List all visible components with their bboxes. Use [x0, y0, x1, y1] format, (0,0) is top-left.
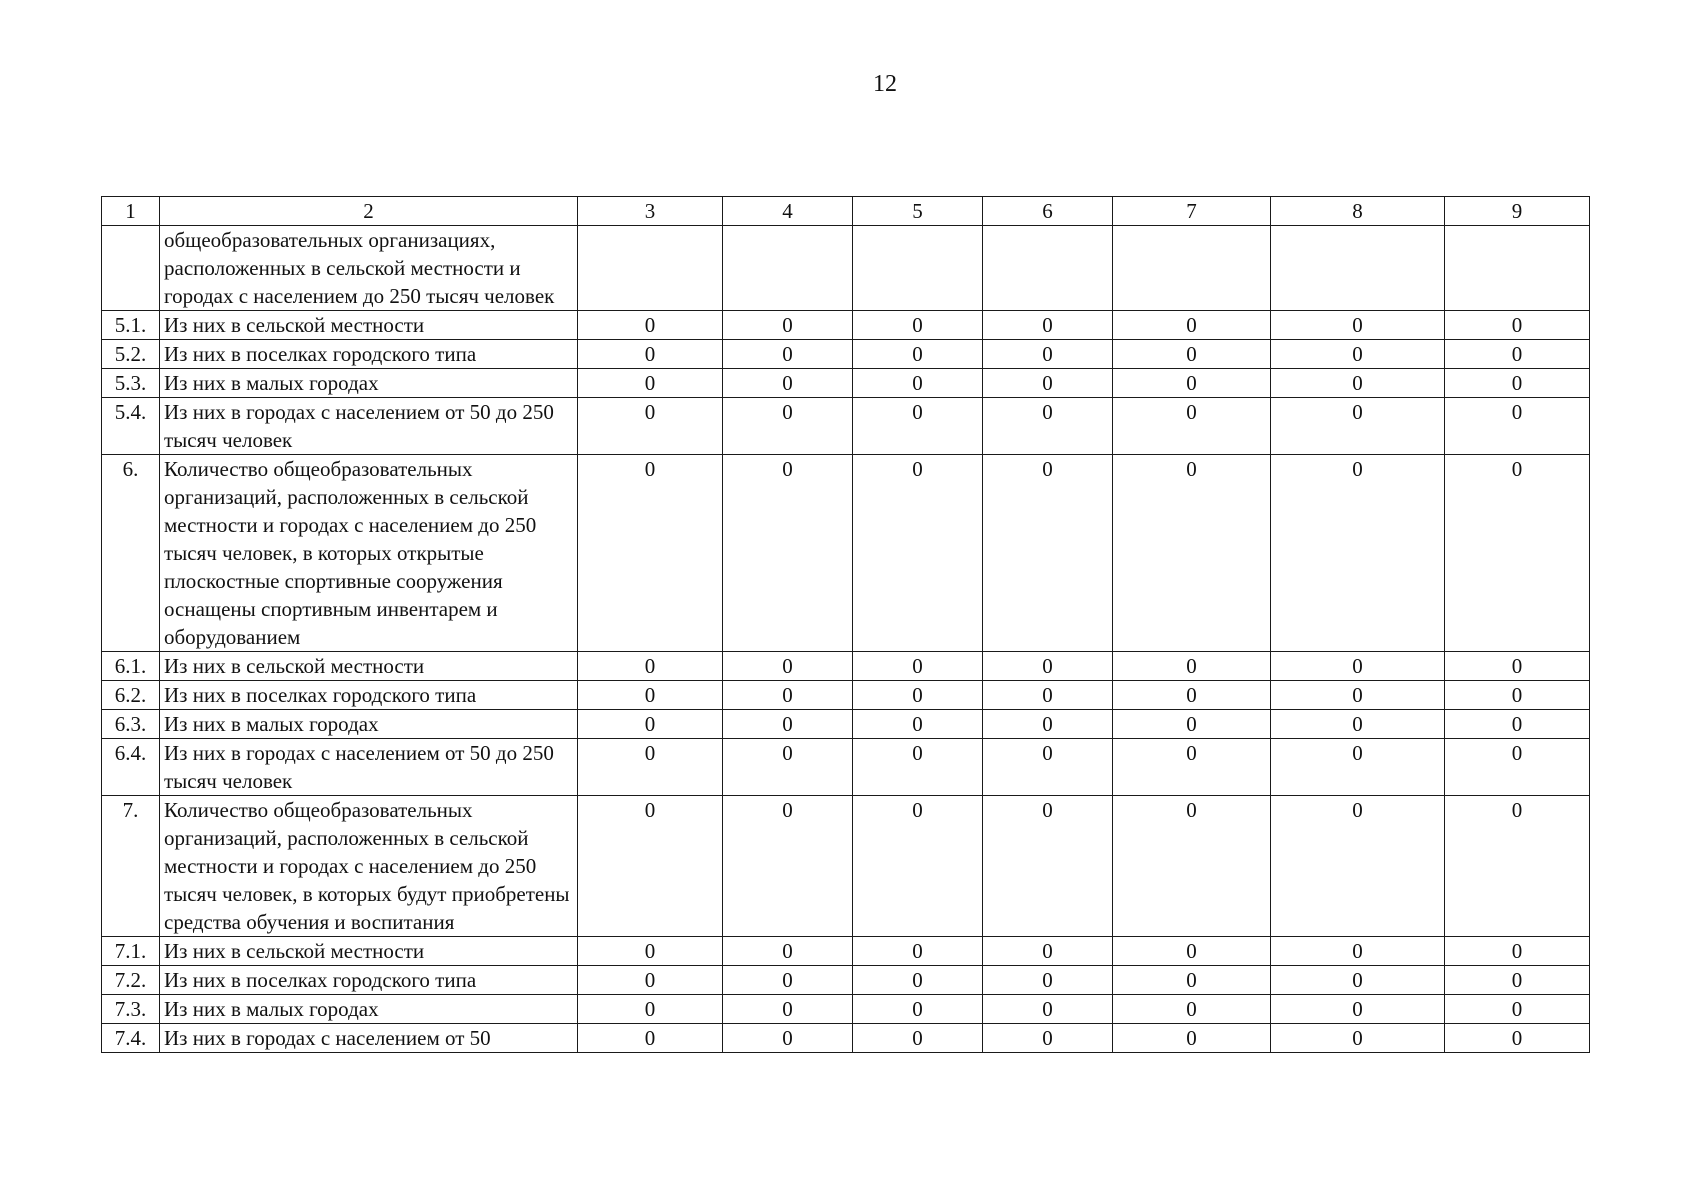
- cell-value: 0: [853, 681, 983, 710]
- cell-value: 0: [1445, 937, 1590, 966]
- table-row: [102, 796, 1590, 937]
- cell-value: 0: [853, 739, 983, 796]
- cell-value: 0: [1271, 311, 1445, 340]
- cell-value: 0: [1271, 681, 1445, 710]
- cell-value: 0: [723, 455, 853, 652]
- cell-value: 0: [983, 1024, 1113, 1053]
- cell-value: 0: [1445, 369, 1590, 398]
- cell-value: 0: [578, 455, 723, 652]
- table-row: [102, 369, 1590, 398]
- row-number: 5.3.: [102, 369, 160, 398]
- cell-value: 0: [578, 340, 723, 369]
- cell-value: 0: [983, 966, 1113, 995]
- cell-value: 0: [578, 995, 723, 1024]
- row-number: 5.1.: [102, 311, 160, 340]
- cell-value: 0: [723, 681, 853, 710]
- table-row: [102, 311, 1590, 340]
- cell-value: 0: [578, 398, 723, 455]
- cell-value: 0: [1271, 937, 1445, 966]
- cell-value: 0: [578, 937, 723, 966]
- cell-value: 0: [853, 937, 983, 966]
- column-header: 6: [983, 197, 1113, 226]
- cell-value: 0: [578, 710, 723, 739]
- cell-value: 0: [1271, 966, 1445, 995]
- cell-value: 0: [723, 311, 853, 340]
- cell-value: 0: [578, 652, 723, 681]
- cell-value: 0: [723, 398, 853, 455]
- cell-value: 0: [578, 1024, 723, 1053]
- cell-value: 0: [983, 311, 1113, 340]
- cell-value: 0: [578, 681, 723, 710]
- cell-value: 0: [723, 369, 853, 398]
- table-row: [102, 652, 1590, 681]
- cell-value: 0: [1445, 966, 1590, 995]
- cell-value: 0: [1445, 739, 1590, 796]
- cell-value: 0: [1113, 311, 1271, 340]
- data-table: [101, 196, 1590, 1053]
- cell-value: 0: [1113, 966, 1271, 995]
- row-number: 7.4.: [102, 1024, 160, 1053]
- cell-value: 0: [1271, 710, 1445, 739]
- row-label: Из них в сельской местности: [160, 311, 578, 340]
- cell-value: 0: [1445, 796, 1590, 937]
- cell-value: 0: [1271, 739, 1445, 796]
- table-row: [102, 340, 1590, 369]
- cell-value: 0: [723, 1024, 853, 1053]
- cell-value: [983, 226, 1113, 311]
- cell-value: 0: [853, 796, 983, 937]
- row-label: Количество общеобразовательных организаций, расположенных в сельской местности и городах с населением до 250 тысяч человек, в которых открытые плоскостные спортивные сооружения оснащены спортивным инвентарем и оборудованием: [160, 455, 578, 652]
- cell-value: 0: [723, 652, 853, 681]
- cell-value: 0: [1113, 1024, 1271, 1053]
- cell-value: 0: [1445, 455, 1590, 652]
- cell-value: 0: [853, 995, 983, 1024]
- table-row: [102, 937, 1590, 966]
- cell-value: 0: [1113, 710, 1271, 739]
- page-number: 12: [873, 71, 897, 97]
- cell-value: 0: [723, 340, 853, 369]
- row-number: 6.4.: [102, 739, 160, 796]
- cell-value: 0: [983, 652, 1113, 681]
- cell-value: [853, 226, 983, 311]
- column-header: 5: [853, 197, 983, 226]
- row-label: Из них в сельской местности: [160, 937, 578, 966]
- row-label: Из них в городах с населением от 50: [160, 1024, 578, 1053]
- cell-value: 0: [1113, 652, 1271, 681]
- cell-value: 0: [853, 966, 983, 995]
- row-number: [102, 226, 160, 311]
- row-label: Из них в поселках городского типа: [160, 681, 578, 710]
- table-row: [102, 455, 1590, 652]
- row-number: 6.3.: [102, 710, 160, 739]
- cell-value: 0: [1271, 652, 1445, 681]
- table-row: [102, 995, 1590, 1024]
- cell-value: 0: [983, 995, 1113, 1024]
- cell-value: 0: [1113, 995, 1271, 1024]
- cell-value: 0: [1445, 398, 1590, 455]
- cell-value: 0: [1113, 398, 1271, 455]
- row-label: Из них в сельской местности: [160, 652, 578, 681]
- cell-value: 0: [1445, 311, 1590, 340]
- cell-value: 0: [983, 710, 1113, 739]
- cell-value: 0: [723, 995, 853, 1024]
- column-header: 2: [160, 197, 578, 226]
- cell-value: 0: [1445, 710, 1590, 739]
- cell-value: 0: [723, 710, 853, 739]
- table-row: [102, 226, 1590, 311]
- cell-value: [1113, 226, 1271, 311]
- table-row: [102, 966, 1590, 995]
- cell-value: 0: [983, 398, 1113, 455]
- cell-value: 0: [1113, 455, 1271, 652]
- cell-value: [1445, 226, 1590, 311]
- column-header: 1: [102, 197, 160, 226]
- cell-value: 0: [1271, 995, 1445, 1024]
- cell-value: [1271, 226, 1445, 311]
- row-label: Из них в поселках городского типа: [160, 966, 578, 995]
- cell-value: 0: [853, 398, 983, 455]
- row-number: 5.2.: [102, 340, 160, 369]
- header-row: [102, 197, 1590, 226]
- cell-value: 0: [853, 1024, 983, 1053]
- row-number: 7.1.: [102, 937, 160, 966]
- table-row: [102, 681, 1590, 710]
- cell-value: 0: [723, 966, 853, 995]
- row-label: Из них в малых городах: [160, 995, 578, 1024]
- cell-value: 0: [1445, 1024, 1590, 1053]
- cell-value: 0: [723, 937, 853, 966]
- cell-value: 0: [578, 966, 723, 995]
- cell-value: 0: [1271, 369, 1445, 398]
- row-number: 5.4.: [102, 398, 160, 455]
- row-number: 7.: [102, 796, 160, 937]
- cell-value: 0: [983, 340, 1113, 369]
- cell-value: 0: [1445, 340, 1590, 369]
- cell-value: [723, 226, 853, 311]
- column-header: 7: [1113, 197, 1271, 226]
- table-row: [102, 710, 1590, 739]
- column-header: 4: [723, 197, 853, 226]
- cell-value: 0: [578, 796, 723, 937]
- cell-value: 0: [1113, 369, 1271, 398]
- row-number: 7.3.: [102, 995, 160, 1024]
- row-label: Из них в городах с населением от 50 до 250 тысяч человек: [160, 398, 578, 455]
- cell-value: 0: [1271, 455, 1445, 652]
- cell-value: 0: [1445, 995, 1590, 1024]
- row-number: 6.: [102, 455, 160, 652]
- row-label: Количество общеобразовательных организаций, расположенных в сельской местности и городах с населением до 250 тысяч человек, в которых будут приобретены средства обучения и воспитания: [160, 796, 578, 937]
- cell-value: [578, 226, 723, 311]
- row-label: Из них в малых городах: [160, 710, 578, 739]
- cell-value: 0: [1113, 796, 1271, 937]
- cell-value: 0: [1113, 681, 1271, 710]
- cell-value: 0: [1113, 739, 1271, 796]
- cell-value: 0: [853, 311, 983, 340]
- cell-value: 0: [853, 340, 983, 369]
- cell-value: 0: [723, 739, 853, 796]
- cell-value: 0: [1271, 1024, 1445, 1053]
- cell-value: 0: [578, 739, 723, 796]
- cell-value: 0: [983, 369, 1113, 398]
- column-header: 3: [578, 197, 723, 226]
- cell-value: 0: [983, 796, 1113, 937]
- column-header: 9: [1445, 197, 1590, 226]
- cell-value: 0: [578, 311, 723, 340]
- cell-value: 0: [578, 369, 723, 398]
- row-number: 6.2.: [102, 681, 160, 710]
- cell-value: 0: [1113, 937, 1271, 966]
- table-row: [102, 1024, 1590, 1053]
- table-row: [102, 398, 1590, 455]
- cell-value: 0: [853, 652, 983, 681]
- cell-value: 0: [1271, 796, 1445, 937]
- cell-value: 0: [853, 369, 983, 398]
- cell-value: 0: [983, 739, 1113, 796]
- cell-value: 0: [983, 937, 1113, 966]
- row-label: Из них в малых городах: [160, 369, 578, 398]
- cell-value: 0: [853, 710, 983, 739]
- cell-value: 0: [1445, 652, 1590, 681]
- cell-value: 0: [1271, 340, 1445, 369]
- table-row: [102, 739, 1590, 796]
- cell-value: 0: [1113, 340, 1271, 369]
- row-label: Из них в городах с населением от 50 до 250 тысяч человек: [160, 739, 578, 796]
- column-header: 8: [1271, 197, 1445, 226]
- cell-value: 0: [1271, 398, 1445, 455]
- row-number: 6.1.: [102, 652, 160, 681]
- row-number: 7.2.: [102, 966, 160, 995]
- cell-value: 0: [1445, 681, 1590, 710]
- row-label: Из них в поселках городского типа: [160, 340, 578, 369]
- cell-value: 0: [853, 455, 983, 652]
- cell-value: 0: [983, 455, 1113, 652]
- row-label: общеобразовательных организациях, расположенных в сельской местности и городах с населением до 250 тысяч человек: [160, 226, 578, 311]
- cell-value: 0: [983, 681, 1113, 710]
- cell-value: 0: [723, 796, 853, 937]
